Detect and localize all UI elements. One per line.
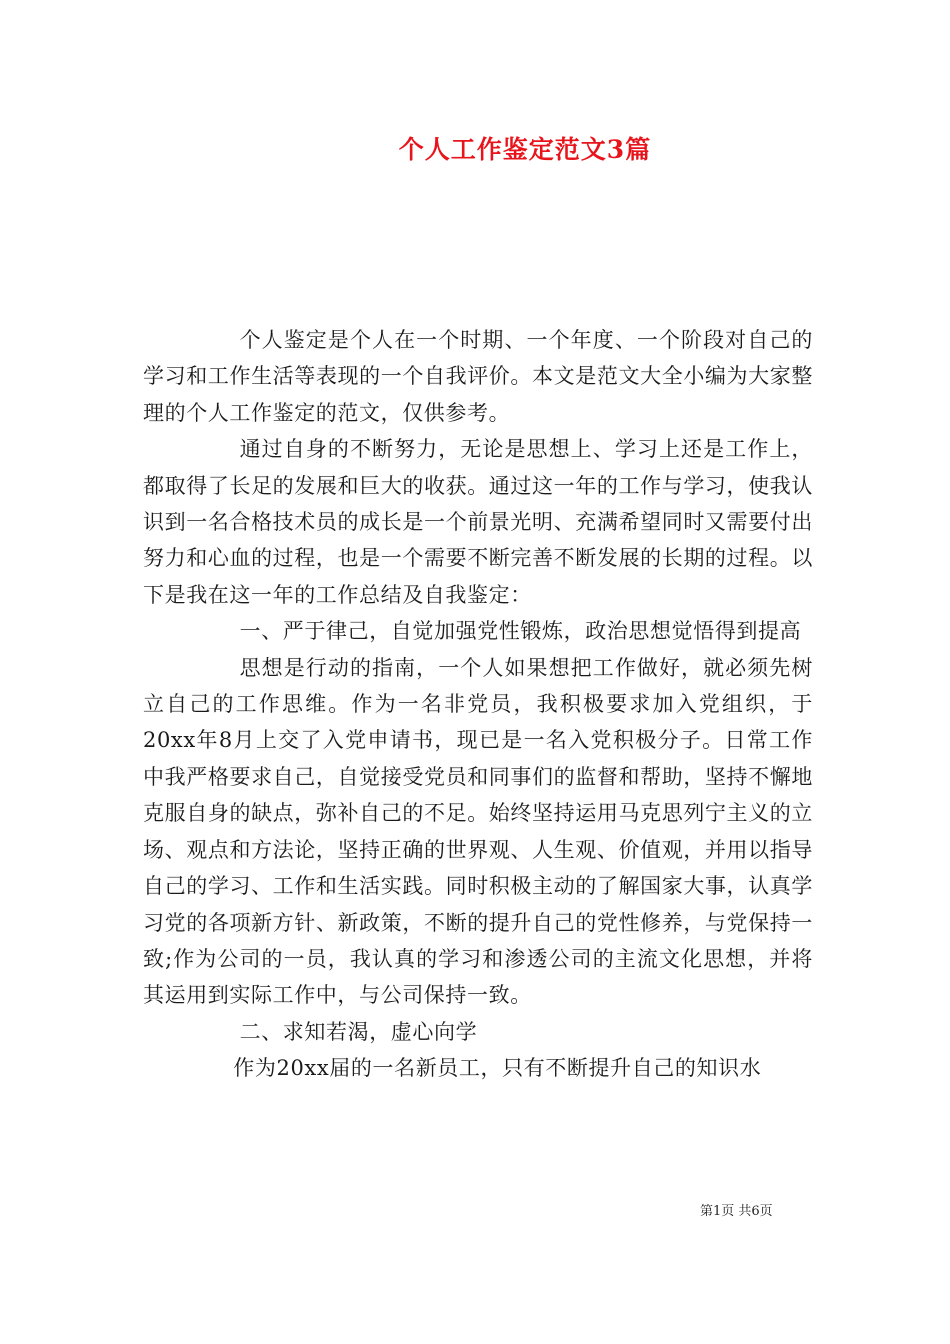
- document-title: 个人工作鉴定范文3篇: [398, 135, 652, 164]
- paragraph-summary: 通过自身的不断努力，无论是思想上、学习上还是工作上，都取得了长足的发展和巨大的收获。通过这一年的工作与学习，使我认识到一名合格技术员的成长是一个前景光明、充满希望同时又需要付出努力和心血的过程，也是一个需要不断完善不断发展的长期的过程。以下是我在这一年的工作总结及自我鉴定：: [143, 437, 813, 607]
- paragraph-learning: 作为20xx届的一名新员工，只有不断提升自己的知识水: [233, 1056, 762, 1081]
- section-heading-1: 一、严于律己，自觉加强党性锻炼，政治思想觉悟得到提高: [239, 619, 802, 644]
- paragraph-intro: 个人鉴定是个人在一个时期、一个年度、一个阶段对自己的学习和工作生活等表现的一个自我评价。本文是范文大全小编为大家整理的个人工作鉴定的范文，仅供参考。: [143, 328, 813, 425]
- paragraph-politics: 思想是行动的指南，一个人如果想把工作做好，就必须先树立自己的工作思维。作为一名非党员，我积极要求加入党组织，于20xx年8月上交了入党申请书，现已是一名入党积极分子。日常工作中我严格要求自己，自觉接受党员和同事们的监督和帮助，坚持不懈地克服自身的缺点，弥补自己的不足。始终坚持运用马克思列宁主义的立场、观点和方法论，坚持正确的世界观、人生观、价值观，并用以指导自己的学习、工作和生活实践。同时积极主动的了解国家大事，认真学习党的各项新方针、新政策，不断的提升自己的党性修养，与党保持一致;作为公司的一员，我认真的学习和渗透公司的主流文化思想，并将其运用到实际工作中，与公司保持一致。: [143, 655, 813, 1008]
- section-heading-2: 二、求知若渴，虚心向学: [239, 1019, 478, 1044]
- page-number-footer: 第1页 共6页: [700, 1204, 773, 1219]
- document-body: [143, 322, 813, 1087]
